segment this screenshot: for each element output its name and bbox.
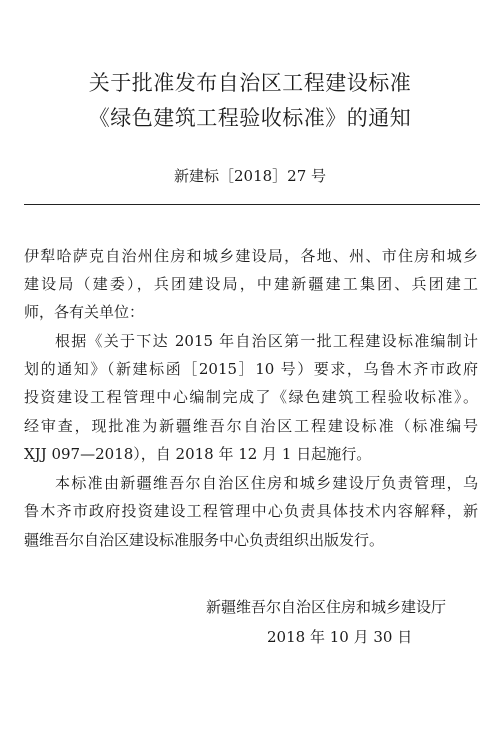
issuer-signature: 新疆维吾尔自治区住房和城乡建设厅 (206, 598, 447, 616)
body-line: 根据《关于下达 2015 年自治区第一批工程建设标准编制计 (55, 332, 478, 350)
title-line-1: 关于批准发布自治区工程建设标准 (88, 71, 412, 95)
title-line-2: 《绿色建筑工程验收标准》的通知 (88, 106, 412, 130)
body-line: 伊犁哈萨克自治州住房和城乡建设局，各地、州、市住房和城乡 (24, 247, 478, 265)
body-line: 建设局（建委），兵团建设局，中建新疆建工集团、兵团建工 (24, 275, 478, 293)
body-line: 本标准由新疆维吾尔自治区住房和城乡建设厅负责管理，乌 (55, 474, 478, 492)
header-divider (24, 204, 480, 205)
body-line: 师，各有关单位： (24, 303, 145, 321)
body-line: 经审查，现批准为新疆维吾尔自治区工程建设标准（标准编号 (24, 417, 478, 435)
body-line: 投资建设工程管理中心编制完成了《绿色建筑工程验收标准》。 (24, 388, 478, 406)
document-number: 新建标［2018］27 号 (173, 167, 327, 185)
body-line: XJJ 097—2018），自 2018 年 12 月 1 日起施行。 (24, 445, 372, 463)
body-line: 鲁木齐市政府投资建设工程管理中心负责具体技术内容解释，新 (24, 502, 478, 520)
body-line: 疆维吾尔自治区建设标准服务中心负责组织出版发行。 (24, 531, 385, 549)
issue-date: 2018 年 10 月 30 日 (267, 628, 413, 646)
body-line: 划的通知》（新建标函［2015］10 号）要求，乌鲁木齐市政府 (24, 360, 478, 378)
